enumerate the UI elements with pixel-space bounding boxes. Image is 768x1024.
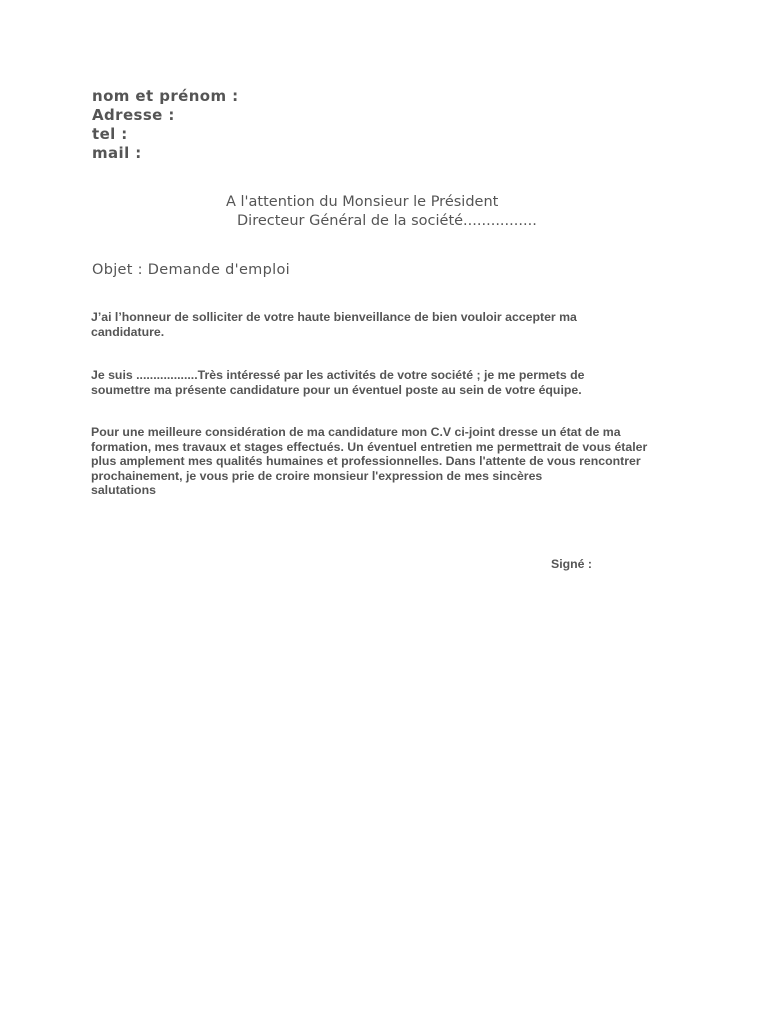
paragraph-line: plus amplement mes qualités humaines et professionnelles. Dans l'attente de vous rencontrer xyxy=(91,454,641,468)
paragraph-line: Je suis ..................Très intéressé par les activités de votre société ; je me permets de xyxy=(91,368,585,382)
paragraph-line: candidature. xyxy=(91,324,165,339)
paragraph-line: J’ai l’honneur de solliciter de votre haute bienveillance de bien vouloir accepter ma xyxy=(91,310,577,324)
sender-mail-label: mail : xyxy=(92,144,142,162)
addressee-line-2: Directeur Général de la société................ xyxy=(237,213,537,229)
paragraph-cv xyxy=(91,425,651,498)
paragraph-intro xyxy=(91,310,651,339)
signature-label: Signé : xyxy=(551,557,592,571)
subject-line: Objet : Demande d'emploi xyxy=(92,262,290,278)
addressee-line-1: A l'attention du Monsieur le Président xyxy=(226,194,499,210)
paragraph-line: salutations xyxy=(91,483,156,497)
paragraph-interest xyxy=(91,368,651,397)
paragraph-line: prochainement, je vous prie de croire monsieur l'expression de mes sincères xyxy=(91,468,543,483)
paragraph-line: formation, mes travaux et stages effectués. Un éventuel entretien me permettrait de vous étaler xyxy=(91,439,648,454)
paragraph-line: Pour une meilleure considération de ma candidature mon C.V ci-joint dresse un état de ma xyxy=(91,425,621,439)
sender-phone-label: tel : xyxy=(92,125,128,143)
sender-address-label: Adresse : xyxy=(92,106,175,124)
sender-name-label: nom et prénom : xyxy=(92,87,239,105)
paragraph-line: soumettre ma présente candidature pour un éventuel poste au sein de votre équipe. xyxy=(91,382,582,397)
